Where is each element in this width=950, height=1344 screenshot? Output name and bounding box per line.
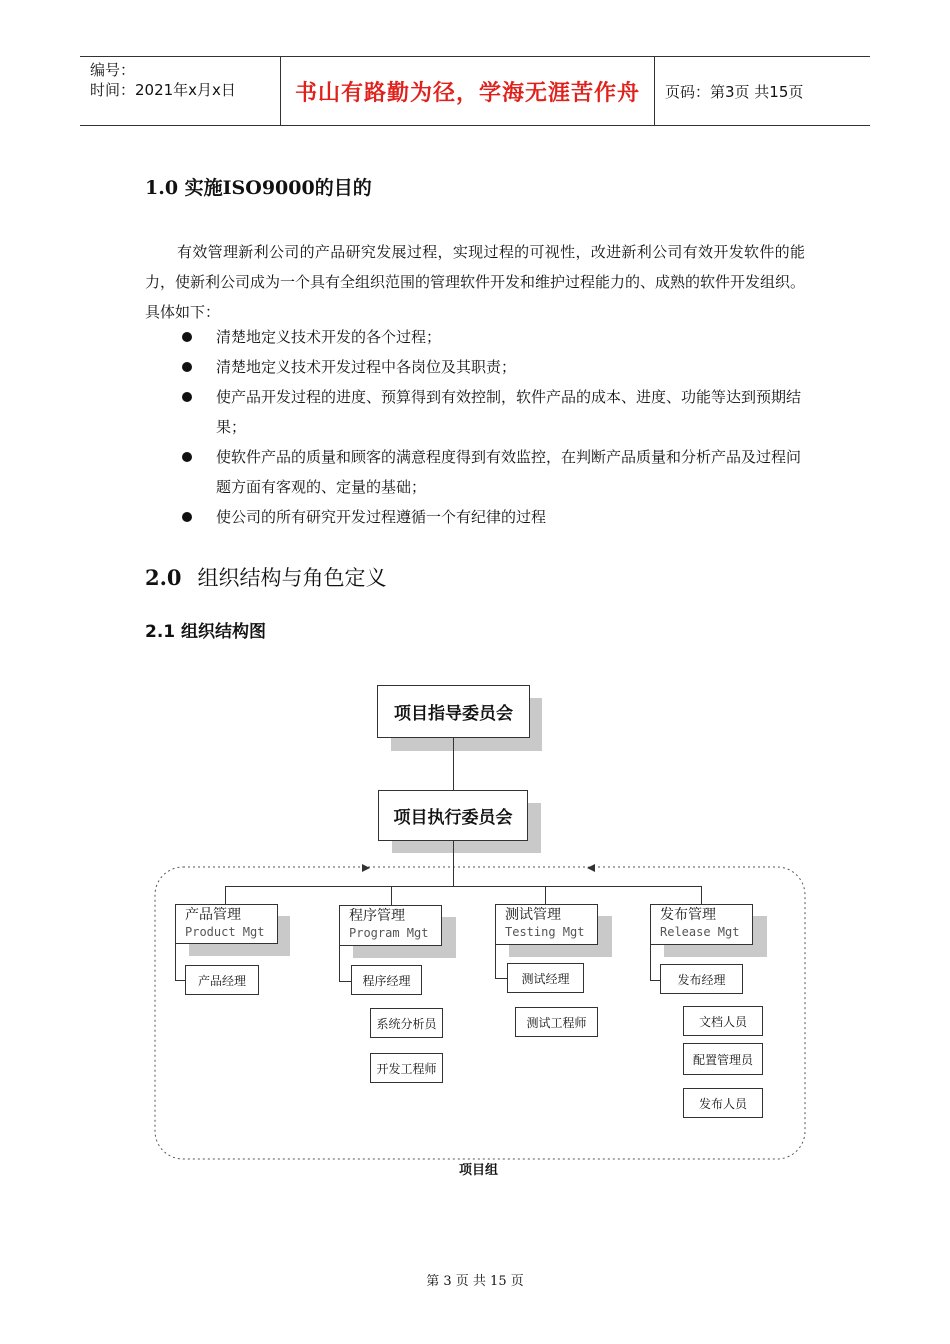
- connector-line: [339, 946, 340, 981]
- connector-line: [495, 978, 507, 979]
- dept-name: 程序管理: [349, 908, 405, 924]
- bullet-icon: [182, 362, 192, 372]
- dept-name-en: Program Mgt: [349, 926, 429, 940]
- dept-name-en: Testing Mgt: [505, 925, 585, 939]
- page-header: [80, 56, 870, 126]
- connector-line: [650, 980, 660, 981]
- connector-line: [701, 886, 702, 904]
- dept-testing-box: [495, 904, 598, 945]
- dept-name-en: Release Mgt: [660, 925, 740, 939]
- bullet-icon: [182, 452, 192, 462]
- role-release-manager: 发布经理: [660, 964, 743, 994]
- header-page-label: 页码：第3页 共15页: [665, 83, 804, 101]
- section1-bullet-list: [145, 322, 805, 532]
- dept-name: 产品管理: [185, 907, 241, 923]
- connector-line: [495, 945, 496, 978]
- role-test-manager: 测试经理: [507, 963, 584, 993]
- arrow-left-icon: [587, 864, 595, 872]
- list-item: [145, 502, 805, 532]
- bullet-text: 使公司的所有研究开发过程遵循一个有纪律的过程: [216, 508, 547, 526]
- section2-title: 组织结构与角色定义: [197, 566, 387, 590]
- section2-heading: [145, 562, 387, 592]
- role-test-engineer: 测试工程师: [515, 1007, 598, 1037]
- connector-line: [453, 738, 454, 790]
- role-release-staff: 发布人员: [683, 1088, 763, 1118]
- connector-line: [391, 886, 392, 905]
- dept-name: 发布管理: [660, 907, 716, 923]
- time-label: 时间：2021年x月x日: [90, 81, 236, 99]
- role-documentation: 文档人员: [683, 1006, 763, 1036]
- list-item: [145, 442, 805, 502]
- role-config-manager: 配置管理员: [683, 1043, 763, 1075]
- dept-product-box: [175, 904, 278, 944]
- dept-release-box: [650, 904, 753, 945]
- section2-number: 2.0: [145, 565, 182, 590]
- arrow-right-icon: [362, 864, 370, 872]
- connector-line: [225, 886, 226, 904]
- section2-subheading: 2.1 组织结构图: [145, 622, 267, 642]
- bullet-icon: [182, 512, 192, 522]
- connector-line: [175, 944, 176, 980]
- connector-line: [225, 886, 701, 887]
- dept-program-box: [339, 905, 442, 946]
- page-footer: 第 3 页 共 15 页: [426, 1274, 524, 1289]
- connector-line: [650, 945, 651, 980]
- connector-line: [339, 981, 351, 982]
- role-product-manager: 产品经理: [185, 965, 259, 995]
- dept-name-en: Product Mgt: [185, 925, 265, 939]
- section1-paragraph: 有效管理新利公司的产品研究发展过程，实现过程的可视性，改进新利公司有效开发软件的能力，使新利公司成为一个具有全组织范围的管理软件开发和维护过程能力的、成熟的软件开发组织。具体如下：: [145, 243, 806, 321]
- list-item: [145, 382, 805, 442]
- header-meta: [80, 57, 280, 125]
- executive-committee-box: 项目执行委员会: [378, 790, 528, 841]
- connector-line: [175, 980, 185, 981]
- project-group-caption: 项目组: [459, 1163, 499, 1178]
- bullet-text: 使产品开发过程的进度、预算得到有效控制，软件产品的成本、进度、功能等达到预期结果；: [216, 388, 802, 436]
- header-motto: 书山有路勤为径，学海无涯苦作舟: [294, 80, 640, 106]
- role-developer: 开发工程师: [370, 1053, 443, 1083]
- connector-line: [453, 841, 454, 886]
- list-item: [145, 352, 805, 382]
- list-item: [145, 322, 805, 352]
- role-system-analyst: 系统分析员: [370, 1008, 443, 1038]
- bullet-text: 使软件产品的质量和顾客的满意程度得到有效监控，在判断产品质量和分析产品及过程问题方面有客观的、定量的基础；: [216, 448, 802, 496]
- bullet-text: 清楚地定义技术开发过程中各岗位及其职责；: [216, 358, 517, 376]
- steering-committee-box: 项目指导委员会: [377, 685, 530, 738]
- role-program-manager: 程序经理: [351, 965, 422, 995]
- bullet-icon: [182, 392, 192, 402]
- section1-heading: 1.0 实施ISO9000的目的: [145, 177, 372, 199]
- header-divider: [654, 57, 655, 125]
- bullet-text: 清楚地定义技术开发的各个过程；: [216, 328, 442, 346]
- bullet-icon: [182, 332, 192, 342]
- connector-line: [545, 886, 546, 904]
- dept-name: 测试管理: [505, 907, 561, 923]
- code-label: 编号：: [90, 61, 136, 79]
